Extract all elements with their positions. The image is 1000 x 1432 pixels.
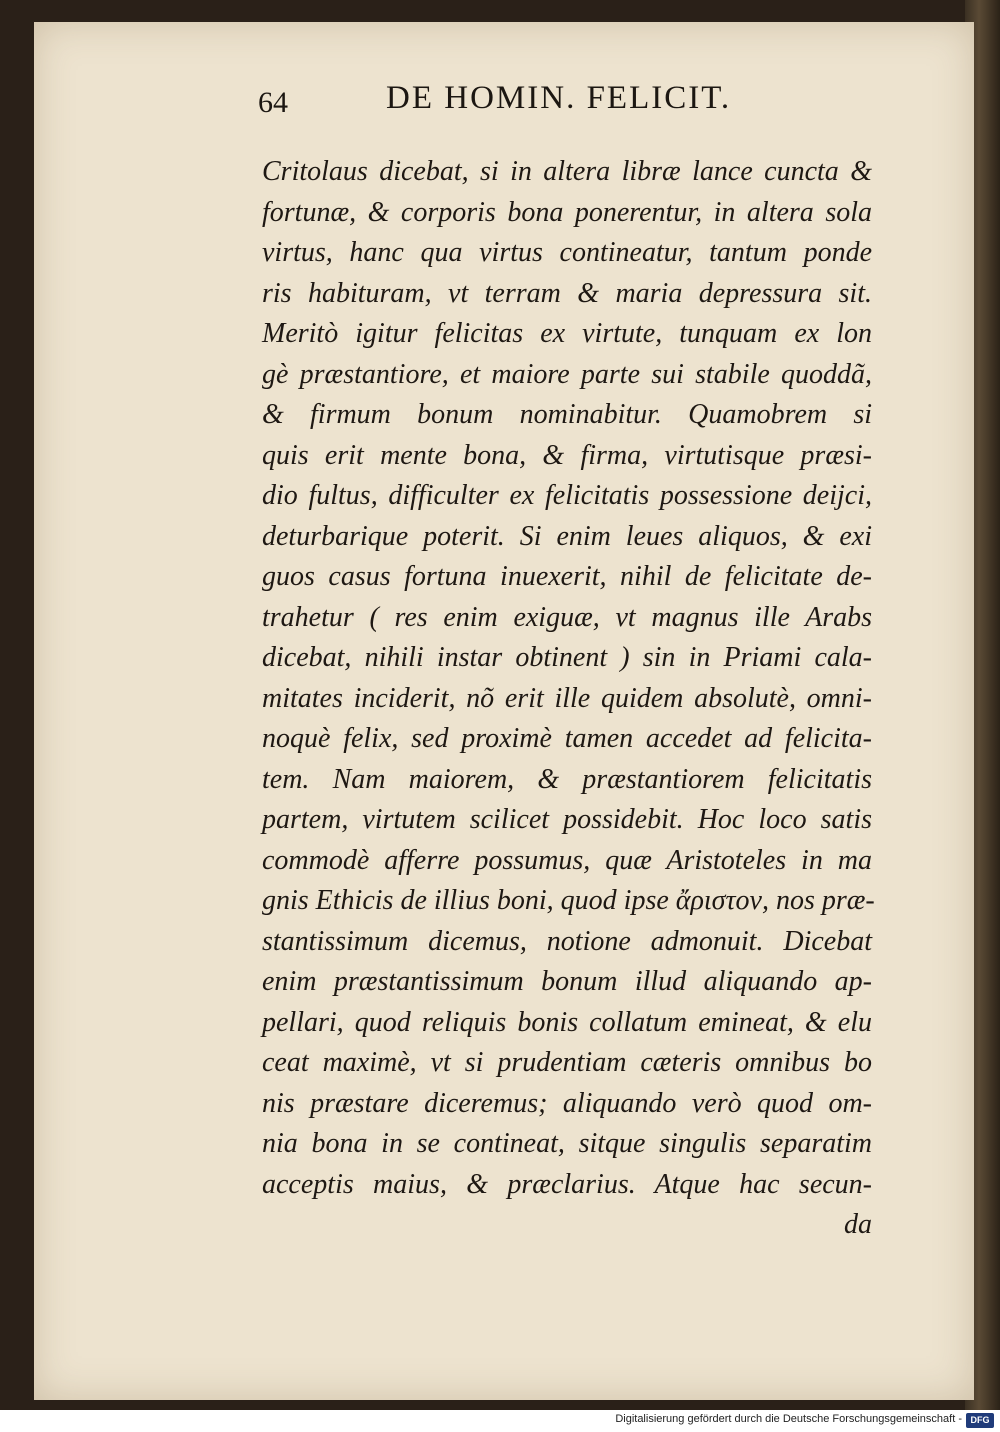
dfg-logo: DFG (966, 1413, 994, 1428)
page-header (258, 80, 778, 130)
catchword: da (844, 1209, 872, 1240)
text-line: gè præstantiore, et maiore parte sui stabile quoddã, (262, 358, 872, 390)
text-line: nia bona in se contineat, sitque singulis separatim (262, 1128, 872, 1159)
text-line: commodè afferre possumus, quæ Aristoteles in ma (262, 844, 872, 876)
text-line: trahetur ( res enim exiguæ, vt magnus ille Arabs (262, 601, 872, 633)
text-line: virtus, hanc qua virtus contineatur, tantum ponde (262, 237, 872, 268)
text-line: pellari, quod reliquis bonis collatum emineat, & elu (262, 1006, 872, 1038)
text-line: enim præstantissimum bonum illud aliquando ap- (262, 966, 872, 997)
text-line: partem, virtutem scilicet possidebit. Hoc loco satis (262, 804, 872, 835)
text-line: dio fultus, difficulter ex felicitatis possessione deijci, (262, 480, 872, 511)
text-line: noquè felix, sed proximè tamen accedet ad felicita- (262, 723, 872, 754)
funding-notice: Digitalisierung gefördert durch die Deutsche Forschungsgemeinschaft - (615, 1413, 962, 1425)
text-line: fortunæ, & corporis bona ponerentur, in altera sola (262, 196, 872, 228)
text-line: Critolaus dicebat, si in altera libræ lance cuncta & (262, 156, 872, 187)
text-line: acceptis maius, & præclarius. Atque hac secun- (262, 1168, 872, 1200)
text-line: gnis Ethicis de illius boni, quod ipse ἄριστον, nos præ- (262, 885, 875, 916)
text-line: deturbarique poterit. Si enim leues aliquos, & exi (262, 520, 872, 552)
text-line: nis præstare diceremus; aliquando verò quod om- (262, 1087, 872, 1119)
text-line: tem. Nam maiorem, & præstantiorem felicitatis (262, 763, 872, 795)
footer-bar (0, 1410, 1000, 1432)
text-line: guos casus fortuna inuexerit, nihil de felicitate de- (262, 561, 872, 592)
text-line: Meritò igitur felicitas ex virtute, tunquam ex lon (262, 318, 872, 349)
text-line: ris habituram, vt terram & maria depressura sit. (262, 277, 872, 309)
running-head: DE HOMIN. FELICIT. (386, 80, 732, 116)
page-number: 64 (258, 86, 288, 119)
text-line: dicebat, nihili instar obtinent ) sin in Priami cala- (262, 642, 872, 673)
text-line: ceat maximè, vt si prudentiam cæteris omnibus bo (262, 1047, 872, 1078)
text-line: quis erit mente bona, & firma, virtutisque præsi- (262, 439, 872, 471)
text-line: & firmum bonum nominabitur. Quamobrem si (262, 399, 872, 430)
text-line: stantissimum dicemus, notione admonuit. Dicebat (262, 925, 872, 957)
text-line: mitates inciderit, nõ erit ille quidem absolutè, omni- (262, 682, 872, 714)
body-text (262, 152, 875, 1246)
